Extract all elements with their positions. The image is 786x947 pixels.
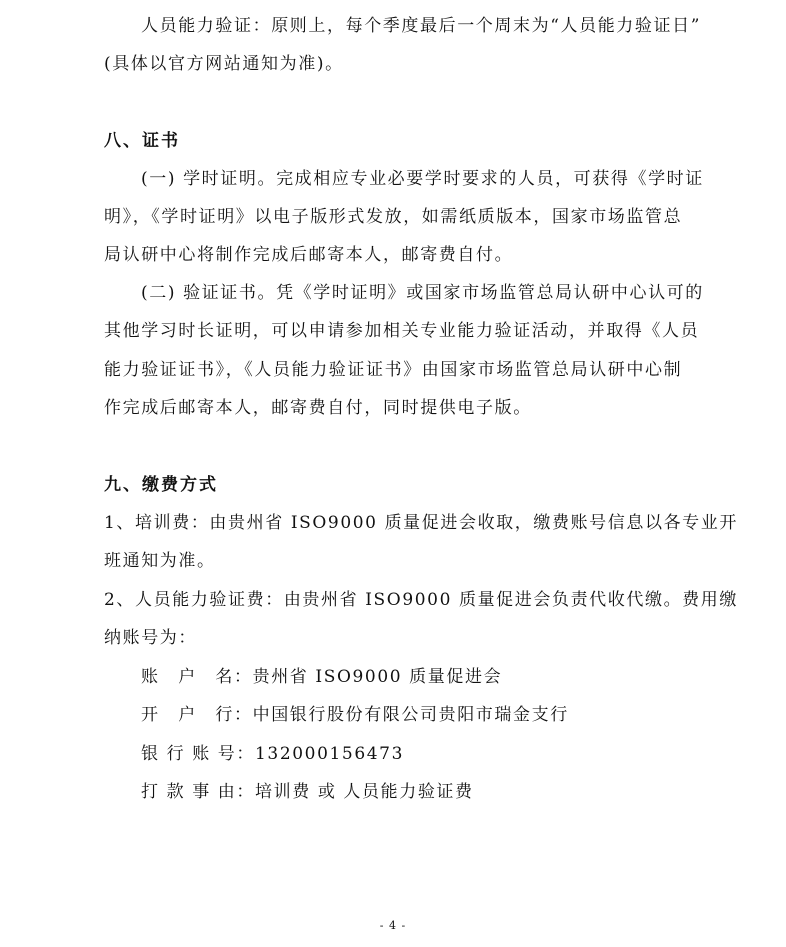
account-name-label: 账 户 名： bbox=[141, 667, 253, 687]
account-number-label: 银 行 账 号： bbox=[141, 744, 256, 764]
section-8-heading: 八、证书 bbox=[104, 131, 180, 151]
validation-day-line-1: 人员能力验证：原则上，每个季度最后一个周末为“人员能力验证日” bbox=[141, 16, 701, 36]
account-name-row bbox=[141, 666, 502, 688]
payment-item-2-line-1: 2、人员能力验证费：由贵州省 ISO9000 质量促进会负责代收代缴。费用缴 bbox=[104, 590, 738, 610]
payment-memo-row bbox=[141, 781, 474, 803]
payment-memo-label: 打 款 事 由： bbox=[141, 782, 256, 802]
certificate-item-2-line-2: 其他学习时长证明，可以申请参加相关专业能力验证活动，并取得《人员 bbox=[104, 321, 700, 341]
page-number: - 4 - bbox=[379, 919, 407, 932]
account-bank-value: 中国银行股份有限公司贵阳市瑞金支行 bbox=[252, 705, 569, 725]
account-number-value: 132000156473 bbox=[255, 744, 405, 764]
certificate-item-2-line-1: (二) 验证证书。凭《学时证明》或国家市场监管总局认研中心认可的 bbox=[141, 283, 704, 303]
payment-item-1-line-1: 1、培训费：由贵州省 ISO9000 质量促进会收取，缴费账号信息以各专业开 bbox=[104, 513, 738, 533]
certificate-item-1-line-1: (一) 学时证明。完成相应专业必要学时要求的人员，可获得《学时证 bbox=[141, 169, 704, 189]
certificate-item-2-line-3: 能力验证证书》，《人员能力验证证书》由国家市场监管总局认研中心制 bbox=[104, 360, 683, 380]
payment-item-2-line-2: 纳账号为： bbox=[104, 628, 197, 648]
section-9-heading: 九、缴费方式 bbox=[104, 475, 218, 495]
payment-item-1-line-2: 班通知为准。 bbox=[104, 551, 216, 571]
certificate-item-1-line-2: 明》，《学时证明》以电子版形式发放，如需纸质版本，国家市场监管总 bbox=[104, 207, 683, 227]
certificate-item-2-line-4: 作完成后邮寄本人，邮寄费自付，同时提供电子版。 bbox=[104, 398, 532, 418]
validation-day-line-2: (具体以官方网站通知为准)。 bbox=[104, 54, 344, 74]
payment-memo-value: 培训费 或 人员能力验证费 bbox=[255, 782, 474, 802]
certificate-item-1-line-3: 局认研中心将制作完成后邮寄本人，邮寄费自付。 bbox=[104, 245, 514, 265]
account-bank-row bbox=[141, 704, 569, 726]
account-bank-label: 开 户 行： bbox=[141, 705, 253, 725]
account-number-row bbox=[141, 743, 404, 765]
account-name-value: 贵州省 ISO9000 质量促进会 bbox=[252, 667, 503, 687]
